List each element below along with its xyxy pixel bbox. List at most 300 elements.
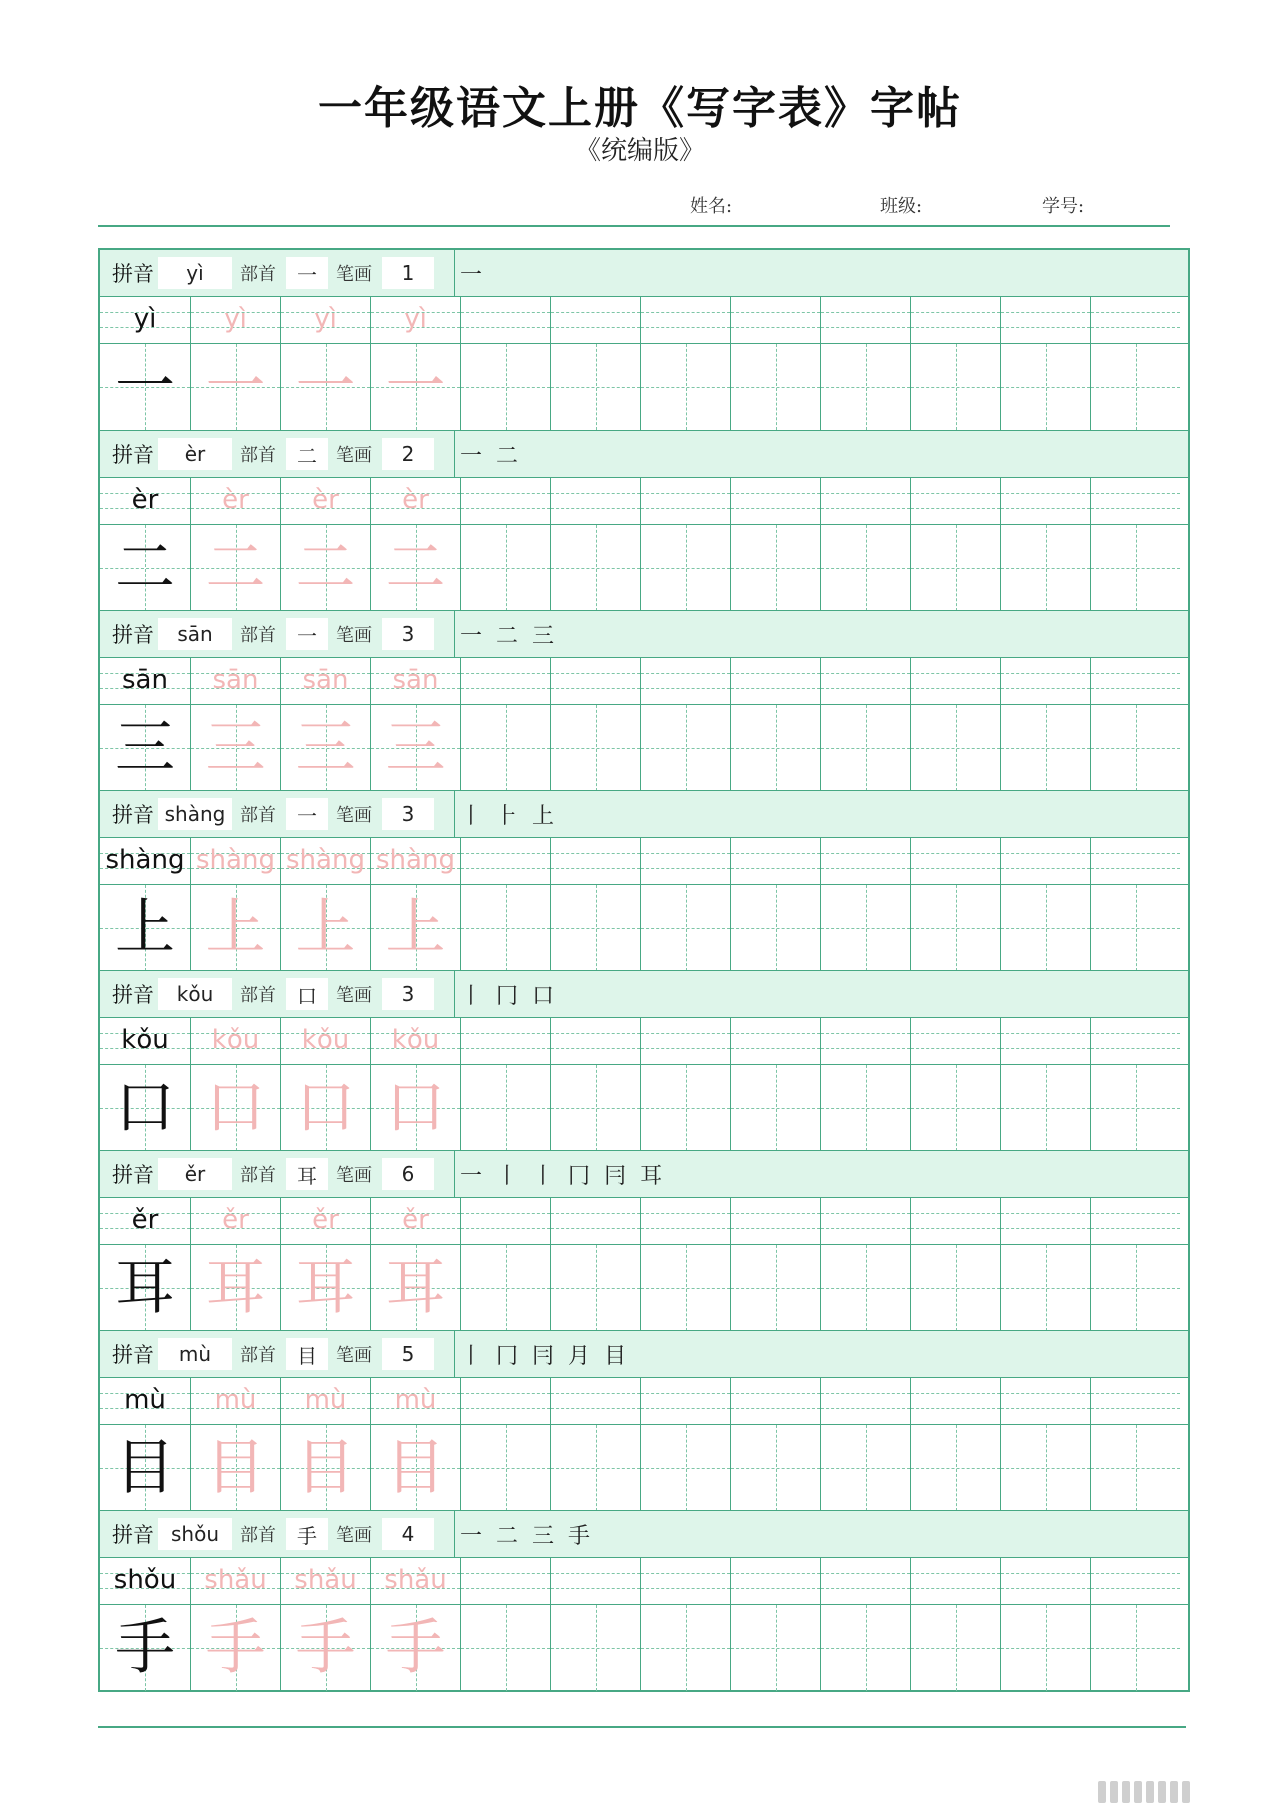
stroke-order: [460, 1331, 640, 1377]
character-practice-cell[interactable]: [550, 344, 640, 430]
stroke-step: 冂: [568, 1163, 597, 1189]
pinyin-practice-cell[interactable]: [1090, 838, 1180, 884]
pinyin-model-cell: [100, 297, 190, 343]
stroke-step: ⺊: [496, 803, 525, 829]
trace-pinyin: shàng: [376, 845, 455, 875]
character-practice-cell[interactable]: [910, 1065, 1000, 1151]
trace-pinyin: shǎu: [204, 1565, 267, 1595]
pinyin-practice-cell[interactable]: [820, 1198, 910, 1244]
pinyin-practice-cell[interactable]: [910, 478, 1000, 524]
trace-character: 目: [385, 1433, 446, 1503]
stroke-step: 丨: [496, 1163, 525, 1189]
character-practice-cell[interactable]: [820, 885, 910, 971]
character-practice-cell[interactable]: [910, 885, 1000, 971]
pinyin-trace-cell: [190, 1018, 280, 1064]
page-title: 一年级语文上册《写字表》字帖: [318, 83, 962, 134]
pinyin-practice-cell[interactable]: [460, 297, 550, 343]
pinyin-practice-cell[interactable]: [1090, 658, 1180, 704]
pinyin-label: 拼音: [112, 803, 154, 827]
character-trace-cell: [280, 1065, 370, 1151]
pinyin-row: [100, 1558, 1188, 1605]
pinyin-practice-cell[interactable]: [550, 1018, 640, 1064]
trace-character: 手: [205, 1613, 266, 1683]
pinyin-model-cell: [100, 478, 190, 524]
pinyin-practice-cell[interactable]: [550, 1198, 640, 1244]
character-practice-cell[interactable]: [1090, 1425, 1180, 1511]
pinyin-row: [100, 297, 1188, 344]
page-subtitle: 《统编版》: [574, 136, 705, 166]
pinyin-trace-cell: [370, 1378, 460, 1424]
character-trace-cell: [370, 1605, 460, 1691]
character-practice-cell[interactable]: [460, 1065, 550, 1151]
trace-character: 上: [295, 893, 356, 963]
character-trace-cell: [190, 1425, 280, 1511]
character-practice-cell[interactable]: [730, 525, 820, 611]
character-practice-cell[interactable]: [730, 1245, 820, 1331]
character-practice-cell[interactable]: [550, 1425, 640, 1511]
pinyin-practice-cell[interactable]: [1000, 1018, 1090, 1064]
pinyin-practice-cell[interactable]: [460, 478, 550, 524]
model-character: 口: [115, 1073, 175, 1143]
trace-character: 目: [205, 1433, 266, 1503]
header-radical: 耳: [286, 1158, 328, 1190]
pinyin-practice-cell[interactable]: [910, 1018, 1000, 1064]
pinyin-row: [100, 478, 1188, 525]
trace-pinyin: sān: [212, 665, 259, 695]
pinyin-practice-cell[interactable]: [460, 1558, 550, 1604]
pinyin-practice-cell[interactable]: [730, 1558, 820, 1604]
pinyin-practice-cell[interactable]: [820, 1558, 910, 1604]
header-divider: [454, 971, 455, 1017]
model-character: 耳: [115, 1253, 175, 1323]
header-divider: [454, 1151, 455, 1197]
header-pinyin: shàng: [158, 798, 232, 830]
practice-sheet: [98, 248, 1190, 1692]
header-stroke-count: 4: [382, 1518, 434, 1550]
pinyin-practice-cell[interactable]: [1090, 1198, 1180, 1244]
character-practice-cell[interactable]: [1090, 1605, 1180, 1691]
pinyin-practice-cell[interactable]: [1000, 1198, 1090, 1244]
strokes-label: 笔画: [336, 625, 372, 646]
pinyin-practice-cell[interactable]: [910, 838, 1000, 884]
model-pinyin: yì: [133, 304, 157, 334]
stroke-step: 冂: [496, 983, 525, 1009]
character-trace-cell: [190, 1065, 280, 1151]
strokes-label: 笔画: [336, 1525, 372, 1546]
radical-label: 部首: [240, 445, 276, 466]
pinyin-practice-cell[interactable]: [460, 1378, 550, 1424]
character-trace-cell: [370, 525, 460, 611]
header-stroke-count: 3: [382, 618, 434, 650]
character-practice-cell[interactable]: [1090, 1065, 1180, 1151]
character-trace-cell: [280, 344, 370, 430]
character-practice-cell[interactable]: [1090, 705, 1180, 791]
pinyin-practice-cell[interactable]: [820, 297, 910, 343]
pinyin-trace-cell: [190, 1198, 280, 1244]
pinyin-practice-cell[interactable]: [1000, 297, 1090, 343]
pinyin-practice-cell[interactable]: [910, 658, 1000, 704]
trace-pinyin: mù: [214, 1385, 257, 1415]
section-header: [100, 430, 1188, 478]
character-practice-cell[interactable]: [1090, 525, 1180, 611]
stroke-step: 三: [532, 1523, 561, 1549]
header-pinyin: shǒu: [158, 1518, 232, 1550]
character-practice-cell[interactable]: [640, 525, 730, 611]
stroke-step: 冃: [604, 1163, 633, 1189]
trace-character: 耳: [295, 1253, 356, 1323]
pinyin-label: 拼音: [112, 1343, 154, 1367]
trace-pinyin: kǒu: [391, 1025, 440, 1055]
stroke-order: [460, 250, 496, 296]
trace-character: 手: [295, 1613, 356, 1683]
character-model-cell: [100, 344, 190, 430]
pinyin-practice-cell[interactable]: [1090, 1378, 1180, 1424]
pinyin-practice-cell[interactable]: [820, 658, 910, 704]
character-trace-cell: [370, 344, 460, 430]
pinyin-trace-cell: [190, 1558, 280, 1604]
radical-label: 部首: [240, 985, 276, 1006]
character-trace-cell: [280, 885, 370, 971]
radical-label: 部首: [240, 625, 276, 646]
pinyin-practice-cell[interactable]: [910, 297, 1000, 343]
character-section: [100, 1510, 1188, 1690]
character-practice-cell[interactable]: [1090, 344, 1180, 430]
pinyin-practice-cell[interactable]: [640, 1198, 730, 1244]
character-trace-cell: [190, 705, 280, 791]
stroke-order: [460, 1511, 604, 1557]
trace-character: 目: [295, 1433, 356, 1503]
character-practice-cell[interactable]: [820, 1245, 910, 1331]
character-practice-cell[interactable]: [820, 1065, 910, 1151]
pinyin-practice-cell[interactable]: [460, 1198, 550, 1244]
pinyin-practice-cell[interactable]: [730, 1018, 820, 1064]
character-model-cell: [100, 705, 190, 791]
trace-character: 一: [295, 352, 356, 422]
header-radical: 二: [286, 438, 328, 470]
pinyin-practice-cell[interactable]: [1000, 1378, 1090, 1424]
header-stroke-count: 6: [382, 1158, 434, 1190]
trace-character: 口: [385, 1073, 446, 1143]
character-practice-cell[interactable]: [550, 1605, 640, 1691]
pinyin-practice-cell[interactable]: [550, 838, 640, 884]
character-practice-cell[interactable]: [640, 1425, 730, 1511]
pinyin-trace-cell: [370, 1018, 460, 1064]
character-trace-cell: [370, 1065, 460, 1151]
header-pinyin: yì: [158, 257, 232, 289]
pinyin-practice-cell[interactable]: [910, 1378, 1000, 1424]
character-practice-cell[interactable]: [460, 1245, 550, 1331]
model-character: 二: [115, 533, 175, 603]
character-trace-cell: [280, 705, 370, 791]
stroke-step: 月: [568, 1343, 597, 1369]
pinyin-practice-cell[interactable]: [730, 1378, 820, 1424]
character-model-cell: [100, 525, 190, 611]
character-model-cell: [100, 885, 190, 971]
character-practice-cell[interactable]: [910, 705, 1000, 791]
trace-pinyin: èr: [312, 485, 339, 515]
character-practice-cell[interactable]: [910, 344, 1000, 430]
character-row: [100, 1605, 1188, 1691]
character-practice-cell[interactable]: [460, 705, 550, 791]
pinyin-label: 拼音: [112, 443, 154, 467]
header-stroke-count: 3: [382, 798, 434, 830]
character-practice-cell[interactable]: [730, 885, 820, 971]
stroke-order: [460, 971, 568, 1017]
model-pinyin: shǒu: [113, 1565, 177, 1595]
pinyin-practice-cell[interactable]: [910, 1198, 1000, 1244]
pinyin-trace-cell: [280, 478, 370, 524]
trace-character: 三: [385, 713, 446, 783]
pinyin-practice-cell[interactable]: [730, 297, 820, 343]
section-header: [100, 970, 1188, 1018]
stroke-step: 冃: [532, 1343, 561, 1369]
character-practice-cell[interactable]: [640, 885, 730, 971]
trace-pinyin: sān: [392, 665, 439, 695]
trace-character: 口: [205, 1073, 266, 1143]
character-practice-cell[interactable]: [820, 344, 910, 430]
character-trace-cell: [190, 1605, 280, 1691]
character-section: [100, 610, 1188, 790]
stroke-step: 耳: [640, 1163, 669, 1189]
character-practice-cell[interactable]: [910, 1425, 1000, 1511]
stroke-order: [460, 1151, 676, 1197]
stroke-step: 一: [460, 1523, 489, 1549]
trace-pinyin: mù: [394, 1385, 437, 1415]
character-practice-cell[interactable]: [1090, 1245, 1180, 1331]
header-pinyin: ěr: [158, 1158, 232, 1190]
pinyin-trace-cell: [280, 1198, 370, 1244]
character-practice-cell[interactable]: [910, 1245, 1000, 1331]
character-practice-cell[interactable]: [460, 1425, 550, 1511]
pinyin-trace-cell: [370, 1198, 460, 1244]
header-radical: 一: [286, 618, 328, 650]
pinyin-trace-cell: [190, 658, 280, 704]
pinyin-model-cell: [100, 1018, 190, 1064]
character-practice-cell[interactable]: [820, 1425, 910, 1511]
pinyin-practice-cell[interactable]: [550, 478, 640, 524]
character-practice-cell[interactable]: [910, 1605, 1000, 1691]
trace-pinyin: kǒu: [301, 1025, 350, 1055]
header-pinyin: kǒu: [158, 978, 232, 1010]
pinyin-trace-cell: [280, 1378, 370, 1424]
pinyin-practice-cell[interactable]: [1000, 658, 1090, 704]
character-practice-cell[interactable]: [1000, 705, 1090, 791]
trace-character: 三: [295, 713, 356, 783]
trace-character: 一: [205, 352, 266, 422]
model-pinyin: kǒu: [121, 1025, 169, 1055]
header-radical: 一: [286, 798, 328, 830]
pinyin-practice-cell[interactable]: [640, 838, 730, 884]
pinyin-trace-cell: [190, 1378, 280, 1424]
character-practice-cell[interactable]: [910, 525, 1000, 611]
pinyin-label: 拼音: [112, 983, 154, 1007]
pinyin-trace-cell: [280, 838, 370, 884]
pinyin-row: [100, 838, 1188, 885]
character-practice-cell[interactable]: [820, 525, 910, 611]
header-radical: 一: [286, 257, 328, 289]
character-practice-cell[interactable]: [460, 1605, 550, 1691]
stroke-step: 二: [496, 1523, 525, 1549]
pinyin-practice-cell[interactable]: [460, 1018, 550, 1064]
character-practice-cell[interactable]: [730, 705, 820, 791]
pinyin-trace-cell: [280, 1018, 370, 1064]
character-practice-cell[interactable]: [730, 344, 820, 430]
pinyin-model-cell: [100, 838, 190, 884]
trace-pinyin: sān: [302, 665, 349, 695]
character-model-cell: [100, 1065, 190, 1151]
trace-pinyin: ěr: [402, 1205, 429, 1235]
character-practice-cell[interactable]: [460, 344, 550, 430]
character-practice-cell[interactable]: [1000, 344, 1090, 430]
pinyin-practice-cell[interactable]: [640, 1558, 730, 1604]
character-section: [100, 970, 1188, 1150]
pinyin-practice-cell[interactable]: [640, 658, 730, 704]
trace-pinyin: shàng: [286, 845, 365, 875]
pinyin-practice-cell[interactable]: [640, 297, 730, 343]
pinyin-trace-cell: [280, 297, 370, 343]
pinyin-practice-cell[interactable]: [550, 1378, 640, 1424]
character-practice-cell[interactable]: [730, 1425, 820, 1511]
stroke-step: 一: [460, 443, 489, 469]
character-row: [100, 525, 1188, 611]
pinyin-practice-cell[interactable]: [1000, 478, 1090, 524]
character-practice-cell[interactable]: [550, 525, 640, 611]
pinyin-trace-cell: [190, 478, 280, 524]
character-practice-cell[interactable]: [1000, 885, 1090, 971]
pinyin-trace-cell: [190, 297, 280, 343]
trace-pinyin: yì: [404, 304, 427, 334]
pinyin-trace-cell: [190, 838, 280, 884]
character-practice-cell[interactable]: [460, 525, 550, 611]
trace-pinyin: èr: [402, 485, 429, 515]
model-pinyin: ěr: [131, 1205, 159, 1235]
character-practice-cell[interactable]: [820, 1605, 910, 1691]
stroke-step: 二: [496, 623, 525, 649]
pinyin-practice-cell[interactable]: [910, 1558, 1000, 1604]
name-label: 姓名:: [690, 196, 733, 217]
model-character: 目: [115, 1433, 175, 1503]
character-practice-cell[interactable]: [730, 1065, 820, 1151]
pinyin-practice-cell[interactable]: [730, 658, 820, 704]
pinyin-practice-cell[interactable]: [550, 658, 640, 704]
pinyin-trace-cell: [370, 838, 460, 884]
character-practice-cell[interactable]: [1000, 1425, 1090, 1511]
model-pinyin: sān: [122, 665, 168, 695]
pinyin-practice-cell[interactable]: [550, 297, 640, 343]
character-practice-cell[interactable]: [550, 1065, 640, 1151]
pinyin-trace-cell: [370, 1558, 460, 1604]
character-practice-cell[interactable]: [550, 1245, 640, 1331]
stroke-step: 三: [532, 623, 561, 649]
character-practice-cell[interactable]: [640, 705, 730, 791]
pinyin-label: 拼音: [112, 623, 154, 647]
model-character: 一: [115, 352, 175, 422]
pinyin-practice-cell[interactable]: [640, 1018, 730, 1064]
model-pinyin: shàng: [105, 845, 185, 875]
pinyin-practice-cell[interactable]: [1000, 838, 1090, 884]
header-divider: [454, 1331, 455, 1377]
character-practice-cell[interactable]: [640, 1245, 730, 1331]
section-header: [100, 790, 1188, 838]
radical-label: 部首: [240, 1525, 276, 1546]
pinyin-practice-cell[interactable]: [640, 478, 730, 524]
pinyin-practice-cell[interactable]: [820, 838, 910, 884]
pinyin-practice-cell[interactable]: [1090, 297, 1180, 343]
stroke-step: 一: [460, 1163, 489, 1189]
character-trace-cell: [190, 885, 280, 971]
pinyin-practice-cell[interactable]: [640, 1378, 730, 1424]
character-practice-cell[interactable]: [1000, 1065, 1090, 1151]
pinyin-practice-cell[interactable]: [730, 478, 820, 524]
pinyin-practice-cell[interactable]: [730, 838, 820, 884]
character-practice-cell[interactable]: [820, 705, 910, 791]
trace-pinyin: shàng: [196, 845, 275, 875]
pinyin-practice-cell[interactable]: [1090, 478, 1180, 524]
pinyin-practice-cell[interactable]: [820, 1378, 910, 1424]
stroke-step: 一: [460, 262, 489, 288]
character-row: [100, 344, 1188, 430]
character-practice-cell[interactable]: [1000, 1605, 1090, 1691]
pinyin-practice-cell[interactable]: [1000, 1558, 1090, 1604]
pinyin-practice-cell[interactable]: [460, 658, 550, 704]
pinyin-model-cell: [100, 658, 190, 704]
stroke-step: 丨: [532, 1163, 561, 1189]
character-practice-cell[interactable]: [1000, 1245, 1090, 1331]
pinyin-practice-cell[interactable]: [550, 1558, 640, 1604]
character-practice-cell[interactable]: [640, 1065, 730, 1151]
header-stroke-count: 1: [382, 257, 434, 289]
pinyin-practice-cell[interactable]: [1090, 1558, 1180, 1604]
pinyin-practice-cell[interactable]: [460, 838, 550, 884]
header-stroke-count: 3: [382, 978, 434, 1010]
section-header: [100, 1150, 1188, 1198]
character-practice-cell[interactable]: [640, 344, 730, 430]
stroke-step: 口: [532, 983, 561, 1009]
pinyin-practice-cell[interactable]: [1090, 1018, 1180, 1064]
header-pinyin: èr: [158, 438, 232, 470]
radical-label: 部首: [240, 805, 276, 826]
number-label: 学号:: [1042, 196, 1085, 217]
strokes-label: 笔画: [336, 1345, 372, 1366]
character-model-cell: [100, 1425, 190, 1511]
character-practice-cell[interactable]: [1000, 525, 1090, 611]
pinyin-practice-cell[interactable]: [820, 1018, 910, 1064]
character-section: [100, 250, 1188, 430]
character-section: [100, 1150, 1188, 1330]
trace-character: 上: [385, 893, 446, 963]
character-practice-cell[interactable]: [460, 885, 550, 971]
pinyin-practice-cell[interactable]: [820, 478, 910, 524]
trace-character: 二: [205, 533, 266, 603]
trace-pinyin: ěr: [222, 1205, 249, 1235]
model-pinyin: èr: [131, 485, 159, 515]
character-practice-cell[interactable]: [550, 885, 640, 971]
trace-character: 二: [295, 533, 356, 603]
pinyin-row: [100, 658, 1188, 705]
character-practice-cell[interactable]: [550, 705, 640, 791]
character-practice-cell[interactable]: [730, 1605, 820, 1691]
character-practice-cell[interactable]: [640, 1605, 730, 1691]
trace-pinyin: shǎu: [294, 1565, 357, 1595]
pinyin-model-cell: [100, 1378, 190, 1424]
trace-character: 二: [385, 533, 446, 603]
section-header: [100, 1510, 1188, 1558]
pinyin-practice-cell[interactable]: [730, 1198, 820, 1244]
header-divider: [454, 1511, 455, 1557]
character-trace-cell: [370, 1245, 460, 1331]
character-model-cell: [100, 1605, 190, 1691]
character-practice-cell[interactable]: [1090, 885, 1180, 971]
